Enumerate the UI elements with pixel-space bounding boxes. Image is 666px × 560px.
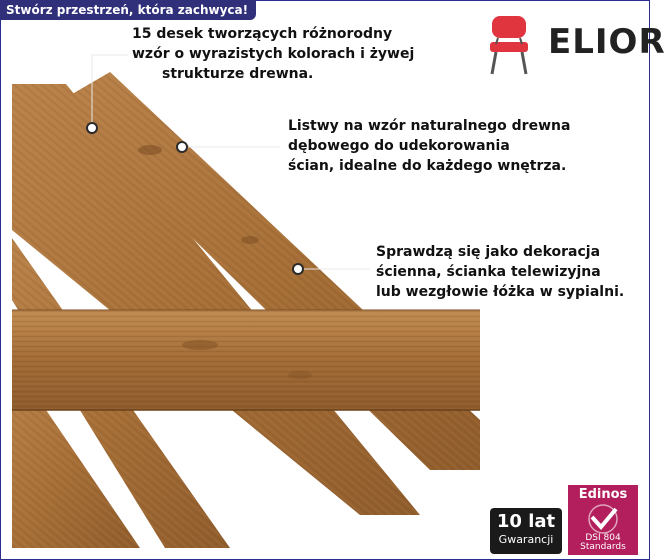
callout-line: wzór o wyrazistych kolorach i żywej — [132, 46, 415, 62]
wood-knot — [241, 236, 259, 244]
edinos-brand: Edinos — [578, 487, 628, 502]
callout-1 — [132, 24, 414, 84]
edinos-standards: Standards — [580, 542, 626, 552]
callout-line: lub wezgłowie łóżka w sypialni. — [376, 284, 625, 300]
logo-wordmark: ELIOR — [548, 22, 666, 62]
wood-knot — [138, 145, 162, 155]
chair-icon — [490, 16, 528, 74]
callout-line: strukturze drewna. — [162, 66, 314, 82]
warranty-years: 10 lat — [496, 511, 556, 532]
callout-line: ścian, idealne do każdego wnętrza. — [288, 158, 567, 174]
callout-line: 15 desek tworzących różnorodny — [132, 26, 393, 42]
checkmark-icon — [568, 503, 638, 537]
callout-line: dębowego do udekorowania — [288, 138, 510, 154]
edinos-badge — [568, 485, 638, 555]
callout-line: Listwy na wzór naturalnego drewna — [288, 118, 571, 134]
edinos-dsi: DSI 804 — [585, 533, 621, 543]
warranty-label: Gwarancji — [498, 533, 554, 546]
plank-horizontal — [12, 310, 480, 410]
callout-2 — [288, 116, 570, 176]
callout-line: ścienna, ścianka telewizyjna — [376, 264, 601, 280]
headline-banner: Stwórz przestrzeń, która zachwyca! — [0, 0, 256, 20]
callout-3 — [376, 242, 624, 302]
warranty-badge — [490, 508, 562, 554]
callout-line: Sprawdzą się jako dekoracja — [376, 244, 601, 260]
